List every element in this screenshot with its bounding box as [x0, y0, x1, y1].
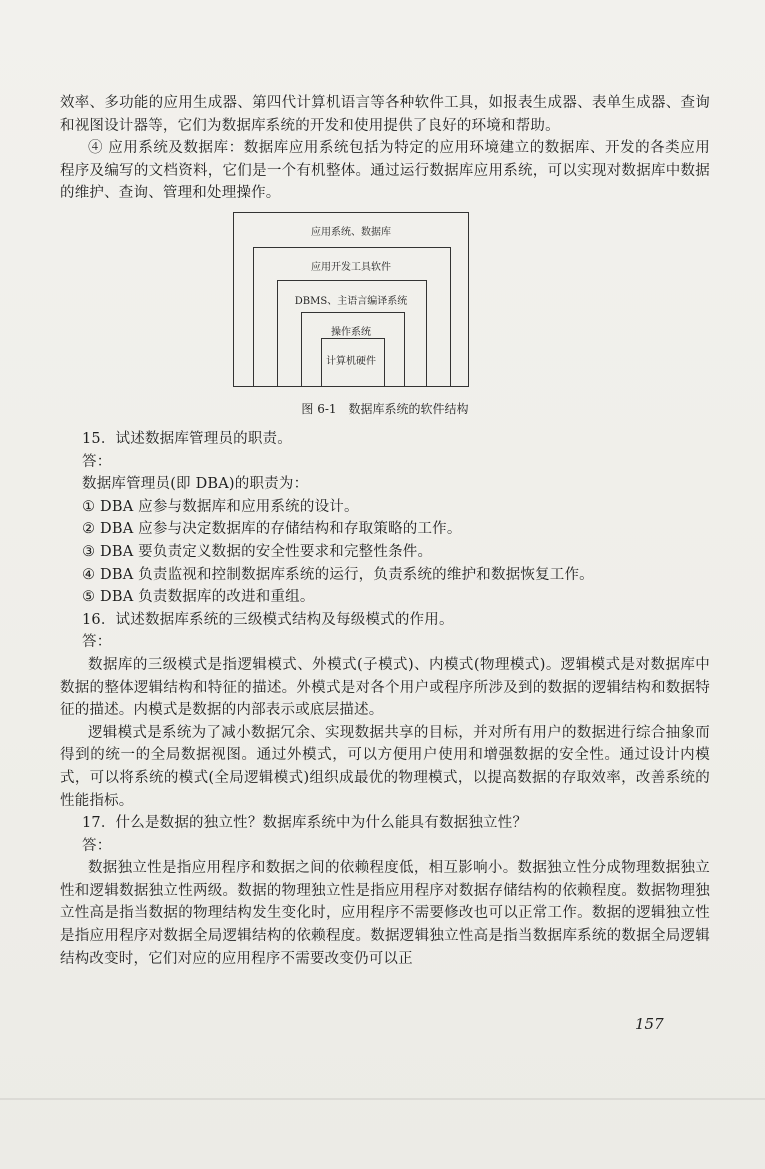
question-17: 17．什么是数据的独立性？数据库系统中为什么能具有数据独立性？ [82, 815, 528, 832]
qa-section [60, 428, 710, 970]
paragraph: ④ 应用系统及数据库：数据库应用系统包括为特定的应用环境建立的数据库、开发的各类应用程序及编写的文档资料，它们是一个有机整体。通过运行数据库应用系统，可以实现对数据库中数据的维护、查询、管理和处理操作。 [60, 140, 710, 202]
intro-section [60, 92, 710, 205]
list-item: ⑤ DBA 负责数据库的改进和重组。 [82, 589, 315, 606]
list-item: ② DBA 应参与决定数据库的存储结构和存取策略的工作。 [82, 521, 462, 538]
answer-label: 答： [82, 837, 112, 854]
software-structure-diagram [233, 212, 469, 387]
page-edge [0, 1098, 765, 1100]
layer-label: 应用开发工具软件 [311, 262, 391, 273]
answer-lead: 数据库管理员(即 DBA)的职责为： [82, 476, 309, 493]
answer-label: 答： [82, 453, 112, 470]
paragraph: 数据独立性是指应用程序和数据之间的依赖程度低，相互影响小。数据独立性分成物理数据独立性和逻辑数据独立性两级。数据的物理独立性是指应用程序对数据存储结构的依赖程度。数据物理独立性高是指当数据的物理结构发生变化时，应用程序不需要修改也可以正常工作。数据的逻辑独立性是指应用程序对数据全局逻辑结构的依赖程度。数据逻辑独立性高是指当数据库系统的数据全局逻辑结构改变时，它们对应的应用程序不需要改变仍可以正 [60, 860, 710, 967]
question-15: 15．试述数据库管理员的职责。 [82, 431, 292, 447]
layer-label: 计算机硬件 [326, 356, 376, 367]
paragraph: 效率、多功能的应用生成器、第四代计算机语言等各种软件工具，如报表生成器、表单生成器、查询和视图设计器等，它们为数据库系统的开发和使用提供了良好的环境和帮助。 [60, 95, 710, 134]
layer-label: 应用系统、数据库 [311, 227, 391, 238]
list-item: ③ DBA 要负责定义数据的安全性要求和完整性条件。 [82, 543, 433, 560]
question-16: 16．试述数据库系统的三级模式结构及每级模式的作用。 [82, 611, 454, 628]
layer-label: DBMS、主语言编译系统 [294, 296, 408, 307]
layer-label: 操作系统 [331, 327, 371, 338]
answer-label: 答： [82, 634, 112, 651]
paragraph: 数据库的三级模式是指逻辑模式、外模式(子模式)、内模式(物理模式)。逻辑模式是对数据库中数据的整体逻辑结构和特征的描述。外模式是对各个用户或程序所涉及到的数据的逻辑结构和数据特征的描述。内模式是数据的内部表示或底层描述。 [60, 656, 710, 719]
figure-caption: 图 6-1 数据库系统的软件结构 [301, 402, 469, 416]
page-number: 157 [635, 1015, 664, 1033]
list-item: ① DBA 应参与数据库和应用系统的设计。 [82, 498, 359, 515]
list-item: ④ DBA 负责监视和控制数据库系统的运行，负责系统的维护和数据恢复工作。 [82, 566, 594, 583]
paragraph: 逻辑模式是系统为了减小数据冗余、实现数据共享的目标，并对所有用户的数据进行综合抽象而得到的统一的全局数据视图。通过外模式，可以方便用户使用和增强数据的安全性。通过设计内模式，可以将系统的模式(全局逻辑模式)组织成最优的物理模式，以提高数据的存取效率，改善系统的性能指标。 [60, 724, 710, 809]
